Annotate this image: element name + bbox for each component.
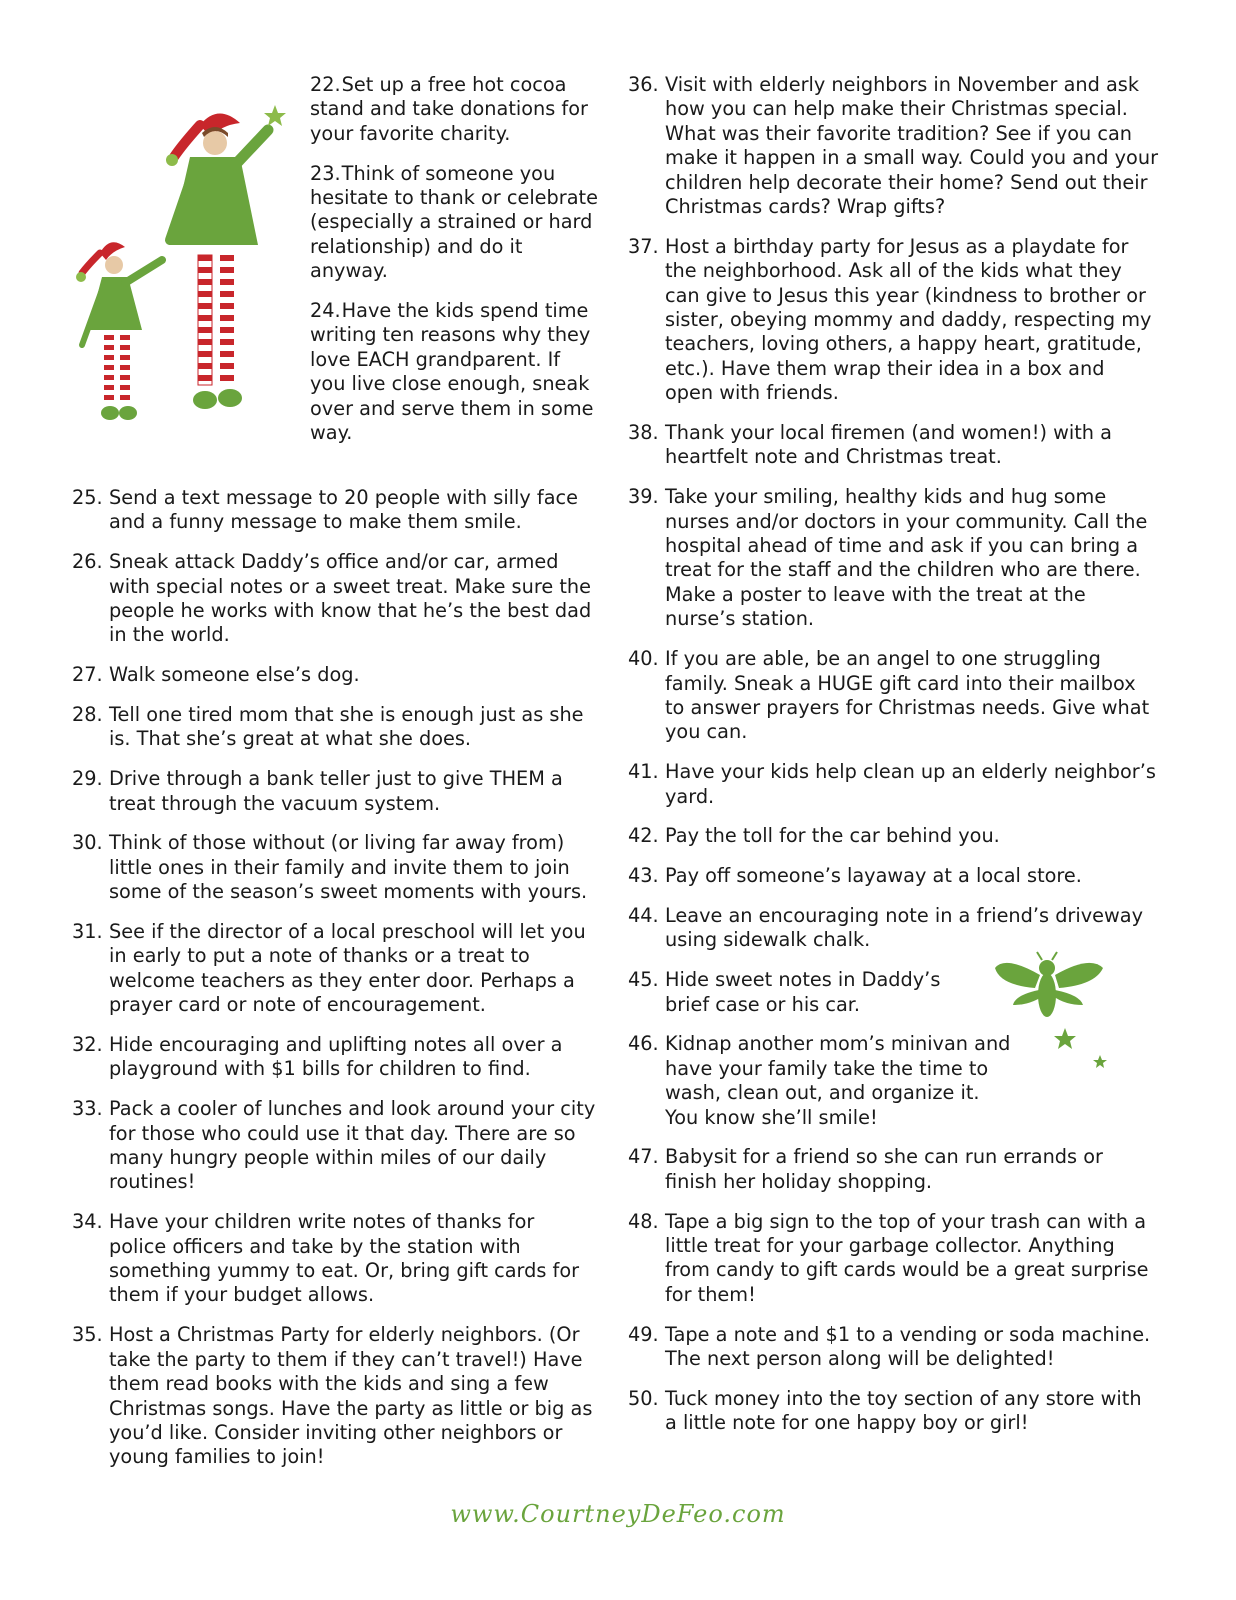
item-number: 25. xyxy=(72,486,103,509)
item-text: Babysit for a friend so she can run errands or finish her holiday shopping. xyxy=(665,1145,1103,1193)
list-item xyxy=(628,864,1158,888)
item-text: Hide encouraging and uplifting notes all over a playground with $1 bills for children to find. xyxy=(109,1033,563,1081)
list-item xyxy=(72,1323,597,1469)
item-text: Host a birthday party for Jesus as a playdate for the neighborhood. Ask all of the kids what they can give to Jesus this year (kindness to brother or sister, obeying mommy and daddy, respecting my teachers, loving others, a happy heart, gratitude, etc.). Have them wrap their idea in a box and open with friends. xyxy=(665,234,1152,405)
item-text: Have the kids spend time writing ten reasons why they love EACH grandparent. If you live close enough, sneak over and serve them in some way. xyxy=(310,299,594,445)
item-number: 43. xyxy=(628,864,659,888)
item-number: 49. xyxy=(628,1322,659,1346)
list-item xyxy=(72,920,597,1018)
list-item xyxy=(310,299,600,445)
item-text: Think of someone you hesitate to thank or celebrate (especially a strained or hard relationship) and do it anyway. xyxy=(310,161,598,283)
item-number: 42. xyxy=(628,824,659,848)
item-text: Leave an encouraging note in a friend’s driveway using sidewalk chalk. xyxy=(665,903,1143,952)
item-number: 32. xyxy=(72,1033,103,1057)
item-number: 46. xyxy=(628,1032,659,1056)
kindness-list-right xyxy=(628,73,1158,1451)
list-item xyxy=(72,831,597,904)
list-item xyxy=(628,647,1158,745)
item-text: Pay off someone’s layaway at a local store. xyxy=(665,864,1082,888)
item-number: 28. xyxy=(72,703,103,727)
item-number: 27. xyxy=(72,663,103,687)
item-text: Drive through a bank teller just to give THEM a treat through the vacuum system. xyxy=(109,767,563,815)
item-text: Have your kids help clean up an elderly neighbor’s yard. xyxy=(665,760,1156,808)
bee-illustration-icon xyxy=(995,950,1115,1080)
kindness-list-left xyxy=(72,486,597,1485)
item-text: Thank your local firemen (and women!) with a heartfelt note and Christmas treat. xyxy=(665,421,1112,469)
list-item xyxy=(72,1097,597,1195)
list-item xyxy=(310,73,600,146)
item-text: Visit with elderly neighbors in November and ask how you can help make their Christmas special. What was their favorite tradition? See if you can make it happen in a small way. Could you and your children help decorate their home? Send out their Christmas cards? Wrap gifts? xyxy=(665,73,1158,219)
item-text: Set up a free hot cocoa stand and take donations for your favorite charity. xyxy=(310,73,588,145)
item-number: 23. xyxy=(310,161,341,185)
list-item xyxy=(628,235,1158,406)
list-item xyxy=(628,1323,1158,1372)
list-item xyxy=(628,1210,1158,1308)
item-number: 33. xyxy=(72,1097,103,1121)
item-text: Tape a note and $1 to a vending or soda machine. The next person along will be delighted! xyxy=(665,1322,1151,1370)
item-text: Pack a cooler of lunches and look around your city for those who could use it that day. There are so many hungry people within miles of our daily routines! xyxy=(109,1097,596,1194)
item-text: See if the director of a local preschool will let you in early to put a note of thanks or a treat to welcome teachers as they enter door. Perhaps a prayer card or note of encouragement. xyxy=(109,920,586,1017)
list-item xyxy=(72,486,597,535)
elves-illustration-icon xyxy=(70,95,290,435)
list-item xyxy=(628,904,1158,953)
item-number: 26. xyxy=(72,550,103,574)
item-text: Have your children write notes of thanks for police officers and take by the station with something yummy to eat. Or, bring gift cards for them if your budget allows. xyxy=(109,1210,580,1307)
list-item xyxy=(628,824,1158,848)
list-item xyxy=(628,485,1158,631)
item-text: Tape a big sign to the top of your trash can with a little treat for your garbage collector. Anything from candy to gift cards would be a great surprise for them! xyxy=(665,1209,1149,1306)
list-item xyxy=(72,550,597,648)
item-number: 22. xyxy=(310,73,341,96)
item-number: 39. xyxy=(628,485,659,509)
item-text: Pay the toll for the car behind you. xyxy=(665,824,1000,848)
footer-website: www.CourtneyDeFeo.com xyxy=(450,1500,786,1528)
list-item xyxy=(628,1145,1158,1194)
list-item xyxy=(72,1033,597,1082)
item-number: 30. xyxy=(72,831,103,855)
list-item xyxy=(72,767,597,816)
item-number: 44. xyxy=(628,903,659,927)
item-number: 48. xyxy=(628,1209,659,1233)
item-number: 35. xyxy=(72,1323,103,1347)
list-item xyxy=(72,663,597,687)
item-number: 40. xyxy=(628,647,659,671)
item-text: Host a Christmas Party for elderly neighbors. (Or take the party to them if they can’t travel!) Have them read books with the kids and sing a few Christmas songs. Have the party as little or big as you’d like. Consider inviting other neighbors or young families to join! xyxy=(109,1323,593,1469)
list-item xyxy=(310,162,600,284)
list-item xyxy=(72,703,597,752)
item-number: 37. xyxy=(628,234,659,258)
item-text: Kidnap another mom’s minivan and have your family take the time to wash, clean out, and organize it. You know she’ll smile! xyxy=(665,1032,1011,1129)
item-number: 45. xyxy=(628,968,659,992)
item-number: 36. xyxy=(628,73,659,96)
item-number: 29. xyxy=(72,767,103,791)
item-text: If you are able, be an angel to one struggling family. Sneak a HUGE gift card into their mailbox to answer prayers for Christmas needs. Give what you can. xyxy=(665,647,1150,744)
list-item xyxy=(628,1387,1158,1436)
item-text: Sneak attack Daddy’s office and/or car, armed with special notes or a sweet treat. Make sure the people he works with know that he’s the best dad in the world. xyxy=(109,550,592,647)
item-text: Take your smiling, healthy kids and hug some nurses and/or doctors in your community. Call the hospital ahead of time and ask if you can bring a treat for the staff and the children who are there. Make a poster to leave with the treat at the nurse’s station. xyxy=(665,485,1148,631)
item-number: 24. xyxy=(310,299,341,323)
item-text: Tuck money into the toy section of any store with a little note for one happy boy or girl! xyxy=(665,1386,1142,1435)
item-text: Tell one tired mom that she is enough just as she is. That she’s great at what she does. xyxy=(109,703,584,751)
item-text: Hide sweet notes in Daddy’s brief case or his car. xyxy=(665,968,941,1016)
item-text: Send a text message to 20 people with silly face and a funny message to make them smile. xyxy=(109,486,578,534)
item-number: 41. xyxy=(628,760,659,784)
list-item xyxy=(628,760,1158,809)
list-item xyxy=(628,73,1158,219)
item-number: 38. xyxy=(628,421,659,445)
list-item xyxy=(628,421,1158,470)
list-item xyxy=(72,1210,597,1308)
item-text: Think of those without (or living far away from) little ones in their family and invite them to join some of the season’s sweet moments with yours. xyxy=(109,831,588,904)
item-number: 47. xyxy=(628,1145,659,1169)
item-number: 34. xyxy=(72,1210,103,1234)
item-number: 31. xyxy=(72,920,103,944)
item-number: 50. xyxy=(628,1386,659,1410)
kindness-list-top-left xyxy=(310,73,600,461)
item-text: Walk someone else’s dog. xyxy=(109,663,360,687)
